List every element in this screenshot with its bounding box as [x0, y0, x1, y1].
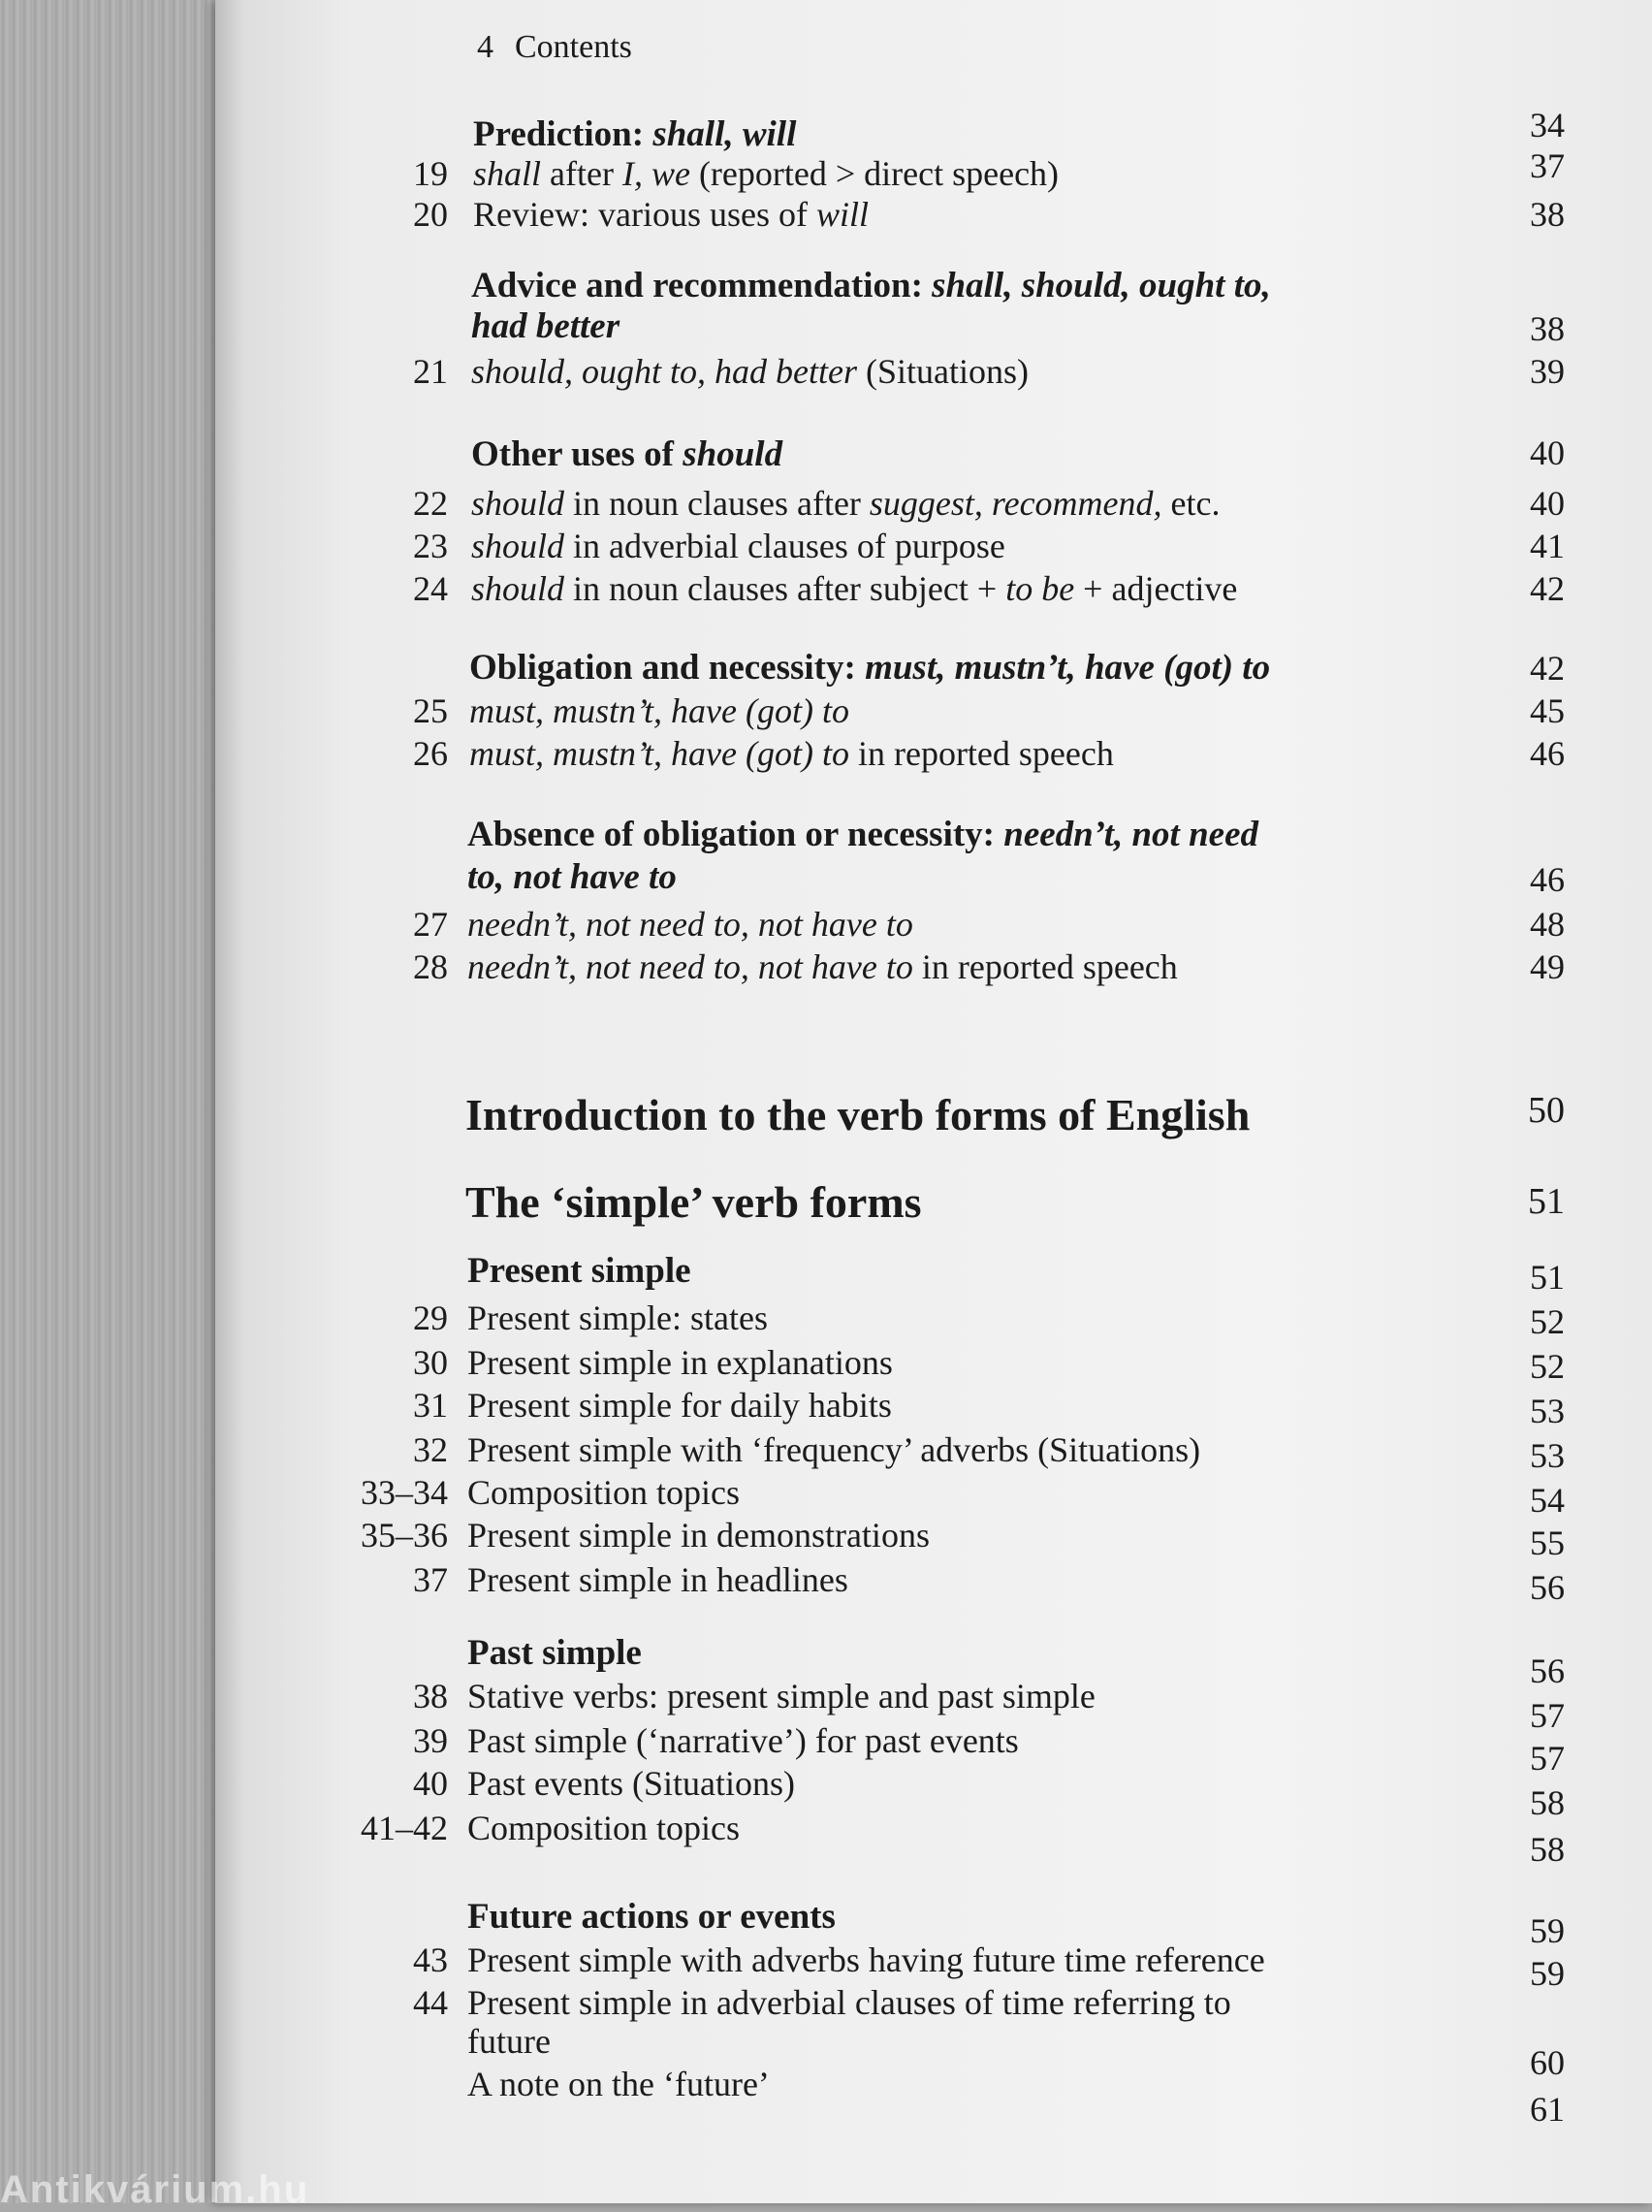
text-run: needn’t, not need to, not have to — [467, 947, 913, 986]
text-run: needn’t, not need to, not have to — [467, 905, 913, 944]
entry-number: 30 — [413, 1343, 448, 1382]
entry-text — [467, 946, 1178, 987]
text-run: should — [471, 527, 565, 565]
entry-text: Past simple (‘narrative’) for past events — [467, 1721, 1019, 1760]
text-run: (reported > direct speech) — [689, 154, 1060, 193]
page-ref: 48 — [1530, 905, 1565, 944]
entry-number: 40 — [413, 1764, 448, 1803]
entry-text: Present simple in demonstrations — [467, 1516, 930, 1555]
page-ref: 53 — [1530, 1436, 1565, 1475]
text-run: in reported speech — [848, 734, 1114, 773]
page-ref: 59 — [1530, 1911, 1565, 1950]
page-ref: 51 — [1528, 1181, 1565, 1222]
page-ref: 46 — [1530, 734, 1565, 773]
page-ref: 38 — [1530, 195, 1565, 234]
page-ref: 52 — [1530, 1347, 1565, 1386]
page-title: Contents — [515, 29, 632, 65]
entry-text: Past events (Situations) — [467, 1764, 795, 1803]
text-run: must, mustn’t, have (got) to — [469, 734, 849, 773]
entry-text: Present simple for daily habits — [467, 1386, 892, 1425]
entry-number: 21 — [413, 352, 448, 391]
text-run: in reported speech — [912, 947, 1178, 986]
section-heading-text — [467, 857, 677, 898]
entry-number: 26 — [413, 734, 448, 773]
entry-number: 24 — [413, 569, 448, 608]
entry-text — [473, 153, 1059, 194]
page-ref: 34 — [1530, 106, 1565, 144]
entry-text — [471, 483, 1221, 524]
text-run: shall, should, ought to, — [932, 266, 1271, 305]
text-run: suggest, recommend, — [869, 484, 1162, 523]
entry-number: 23 — [413, 527, 448, 565]
page-ref: 58 — [1530, 1783, 1565, 1822]
text-run: I, we — [621, 154, 690, 193]
page-ref: 59 — [1530, 1954, 1565, 1993]
page-ref: 49 — [1530, 947, 1565, 986]
page-ref: 51 — [1530, 1258, 1565, 1297]
entry-number: 19 — [413, 154, 448, 193]
text-run: must, mustn’t, have (got) to — [469, 691, 849, 730]
text-run: after — [541, 154, 622, 193]
entry-text: Present simple with ‘frequency’ adverbs (Situations) — [467, 1430, 1201, 1469]
page-ref: 40 — [1530, 484, 1565, 523]
entry-text: Present simple in adverbial clauses of time referring to — [467, 1983, 1231, 2022]
page-ref: 41 — [1530, 527, 1565, 565]
text-run: Obligation and necessity: — [469, 648, 866, 688]
page-ref: 56 — [1530, 1568, 1565, 1607]
entry-text — [471, 568, 1237, 609]
entry-number: 22 — [413, 484, 448, 523]
subsection-heading-text: Past simple — [467, 1633, 642, 1673]
entry-number: 39 — [413, 1721, 448, 1760]
page-ref: 52 — [1530, 1302, 1565, 1341]
watermark: Antikvárium.hu — [0, 2168, 310, 2211]
entry-number: 38 — [413, 1677, 448, 1715]
page-number: 4 — [477, 29, 493, 65]
entry-number: 27 — [413, 905, 448, 944]
page-ref: 45 — [1530, 691, 1565, 730]
entry-text — [471, 526, 1005, 566]
text-run: Prediction: — [473, 114, 653, 154]
text-run: should, ought to, had better — [471, 352, 857, 391]
text-run: (Situations) — [857, 352, 1029, 391]
text-run: had better — [471, 306, 620, 346]
text-run: to, not have to — [467, 857, 677, 897]
entry-text — [467, 904, 913, 945]
text-run: + adjective — [1074, 569, 1238, 608]
text-run: Other uses of — [471, 434, 683, 474]
page-ref: 42 — [1530, 569, 1565, 608]
section-heading-text — [471, 306, 620, 347]
text-run: must, mustn’t, have (got) to — [865, 648, 1271, 688]
entry-number: 28 — [413, 947, 448, 986]
text-run: should — [471, 484, 565, 523]
page-ref: 46 — [1530, 860, 1565, 899]
section-heading-text — [469, 648, 1270, 689]
page-ref: 38 — [1530, 309, 1565, 348]
entry-number: 35–36 — [361, 1516, 448, 1555]
page-ref: 40 — [1530, 433, 1565, 472]
entry-text: future — [467, 2022, 551, 2061]
entry-text: Composition topics — [467, 1809, 741, 1847]
entry-number: 29 — [413, 1298, 448, 1337]
entry-number: 31 — [413, 1386, 448, 1425]
text-run: in noun clauses after — [564, 484, 870, 523]
part-heading-text: Introduction to the verb forms of English — [465, 1090, 1251, 1139]
entry-text: Present simple in headlines — [467, 1560, 848, 1599]
entry-text — [469, 690, 849, 731]
subsection-heading-text: Future actions or events — [467, 1897, 836, 1937]
text-run: to be — [1005, 569, 1075, 608]
page-ref: 42 — [1530, 649, 1565, 688]
entry-number: 25 — [413, 691, 448, 730]
entry-number: 20 — [413, 195, 448, 234]
entry-text — [469, 733, 1114, 774]
page-ref: 57 — [1530, 1739, 1565, 1778]
entry-text: Composition topics — [467, 1473, 741, 1512]
entry-number: 32 — [413, 1430, 448, 1469]
page-ref: 56 — [1530, 1651, 1565, 1690]
entry-text — [473, 194, 869, 235]
section-heading-text — [467, 815, 1258, 855]
text-run: etc. — [1161, 484, 1221, 523]
text-run: will — [815, 195, 869, 234]
entry-number: 43 — [413, 1940, 448, 1979]
text-run: should — [683, 434, 783, 474]
page-ref: 54 — [1530, 1481, 1565, 1520]
entry-number: 37 — [413, 1560, 448, 1599]
entry-text: Present simple with adverbs having future time reference — [467, 1940, 1265, 1979]
entry-text: Present simple: states — [467, 1298, 768, 1337]
text-run: in noun clauses after subject + — [564, 569, 1006, 608]
text-run: should — [471, 569, 565, 608]
section-heading-text — [471, 434, 782, 475]
part-heading-text: The ‘simple’ verb forms — [465, 1177, 922, 1227]
entry-text: A note on the ‘future’ — [467, 2065, 770, 2103]
entry-text: Stative verbs: present simple and past simple — [467, 1677, 1096, 1715]
entry-number: 41–42 — [361, 1809, 448, 1847]
page-ref: 57 — [1530, 1696, 1565, 1735]
text-run: shall, will — [652, 114, 797, 154]
text-run: in adverbial clauses of purpose — [564, 527, 1005, 565]
entry-number: 33–34 — [361, 1473, 448, 1512]
section-heading-text — [473, 114, 796, 155]
page-ref: 61 — [1530, 2090, 1565, 2129]
page-ref: 55 — [1530, 1523, 1565, 1562]
page-ref: 37 — [1530, 146, 1565, 185]
entry-number: 44 — [413, 1983, 448, 2022]
page-ref: 60 — [1530, 2043, 1565, 2082]
text-run: Advice and recommendation: — [471, 266, 933, 305]
text-run: Absence of obligation or necessity: — [467, 815, 1004, 854]
section-heading-text — [471, 266, 1271, 306]
entry-text — [471, 351, 1029, 392]
text-run: shall — [473, 154, 542, 193]
subsection-heading-text: Present simple — [467, 1251, 691, 1291]
entry-text: Present simple in explanations — [467, 1343, 893, 1382]
page-ref: 58 — [1530, 1830, 1565, 1869]
page-ref: 39 — [1530, 352, 1565, 391]
page-ref: 53 — [1530, 1392, 1565, 1430]
text-run: Review: various uses of — [473, 195, 816, 234]
text-run: needn’t, not need — [1003, 815, 1259, 854]
page-ref: 50 — [1528, 1090, 1565, 1131]
